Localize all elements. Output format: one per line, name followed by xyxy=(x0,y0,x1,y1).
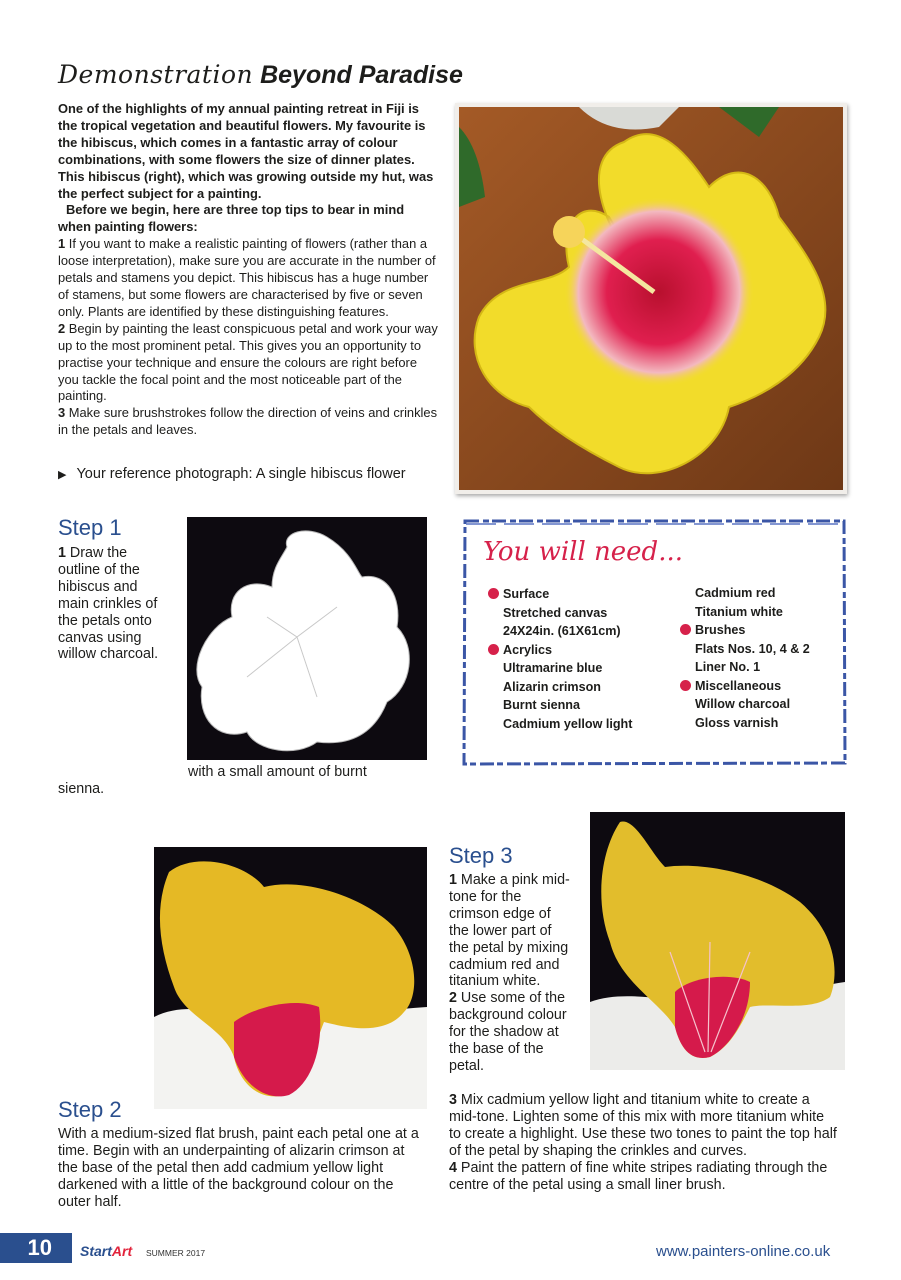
step-3-text-wide xyxy=(449,1092,839,1193)
material-item: Cadmium red xyxy=(695,586,776,600)
material-item: Cadmium yellow light xyxy=(503,716,633,731)
step-1-image xyxy=(187,517,427,760)
material-item: Liner No. 1 xyxy=(695,660,761,674)
title-bold: Beyond Paradise xyxy=(260,61,463,89)
step-3-text-narrow xyxy=(449,872,574,1075)
material-item: Stretched canvas xyxy=(503,605,608,620)
brand-start: Start xyxy=(80,1243,112,1259)
intro-text xyxy=(58,101,438,439)
step-3-item-3-text: Mix cadmium yellow light and titanium white to create a mid-tone. Lighten some of this mix with more titanium white to create a highlight. Use these two tones to paint the top half of the petal by shaping the crinkles and curves. xyxy=(449,1092,837,1159)
brand-art: Art xyxy=(111,1243,133,1259)
material-item: Burnt sienna xyxy=(503,698,580,712)
step-1-text-narrow xyxy=(58,545,170,663)
step-3-item-4-text: Paint the pattern of fine white stripes radiating through the centre of the petal using a small liner brush. xyxy=(449,1159,828,1193)
tip-2-text: Begin by painting the least conspicuous petal and work your way up to the most prominent petal. This gives you an opportunity to practise your technique and ensure the colours are right before you tackle the focal point and the most noticeable part of the painting. xyxy=(58,320,438,404)
step-3-item-2-number: 2 xyxy=(449,990,457,1007)
step-2-painting xyxy=(154,847,427,1109)
materials-left-column xyxy=(503,585,668,733)
bullet-dot-icon xyxy=(680,624,691,635)
step-3-item-1-number: 1 xyxy=(449,872,457,888)
materials-title: You will need... xyxy=(483,537,683,567)
page-number: 10 xyxy=(0,1233,72,1263)
material-item: Gloss varnish xyxy=(695,715,779,730)
tip-3-number: 3 xyxy=(58,405,66,421)
intro-lead: One of the highlights of my annual painting retreat in Fiji is the tropical vegetation and beautiful flowers. My favourite is the hibiscus, which comes in a fantastic array of colour combinations, with some flowers the size of dinner plates. This hibiscus (right), which was growing outside my hut, was the perfect subject for a painting. xyxy=(58,101,434,201)
step-3-item-3 xyxy=(449,1092,839,1160)
step-3-image xyxy=(590,812,845,1070)
category-surface xyxy=(503,585,668,604)
intro-lead2: Before we begin, here are three top tips to bear in mind when painting flowers: xyxy=(58,202,405,235)
category-miscellaneous xyxy=(695,677,840,696)
category-brushes xyxy=(695,621,840,640)
step-1-item-1 xyxy=(58,545,170,663)
tip-2-number: 2 xyxy=(58,320,66,336)
category-acrylics xyxy=(503,641,668,660)
page-title xyxy=(58,60,463,90)
step-1-item-1-text: Draw the outline of the hibiscus and main crinkles of the petals onto canvas using willow charcoal. xyxy=(58,545,159,663)
step-1-wrap-spacer xyxy=(58,663,188,765)
step-1-drawing xyxy=(187,517,427,760)
step-1-heading: Step 1 xyxy=(58,515,122,540)
tip-1-number: 1 xyxy=(58,236,66,252)
step-1-item-1-number: 1 xyxy=(58,545,66,561)
material-item: Willow charcoal xyxy=(695,697,791,711)
category-label: Brushes xyxy=(695,623,746,637)
step-3-item-4-number: 4 xyxy=(449,1159,457,1176)
materials-right-column xyxy=(695,584,840,732)
step-3-item-4 xyxy=(449,1160,839,1194)
step-2-image xyxy=(154,847,427,1109)
tip-1 xyxy=(58,236,438,321)
hibiscus-photo-image xyxy=(459,107,843,490)
magazine-brand xyxy=(80,1243,132,1259)
step-3-item-2-text: Use some of the background colour for the shadow at the base of the petal. xyxy=(449,990,567,1074)
issue-date: SUMMER 2017 xyxy=(146,1248,206,1258)
tip-3 xyxy=(58,405,438,439)
material-item: Ultramarine blue xyxy=(503,661,603,675)
website-url: www.painters-online.co.uk xyxy=(656,1243,831,1260)
material-item: Alizarin crimson xyxy=(503,679,601,694)
bullet-dot-icon xyxy=(680,680,691,691)
material-item: 24X24in. (61X61cm) xyxy=(503,624,621,638)
bullet-dot-icon xyxy=(488,588,499,599)
step-2-heading: Step 2 xyxy=(58,1097,122,1122)
title-script: Demonstration xyxy=(58,60,254,89)
category-label: Miscellaneous xyxy=(695,678,782,693)
category-label: Acrylics xyxy=(503,642,553,657)
reference-caption-text: Your reference photograph: A single hibiscus flower xyxy=(76,466,406,482)
step-3-painting xyxy=(590,812,845,1070)
caption-arrow-icon: ▶ xyxy=(58,469,67,481)
step-3-heading: Step 3 xyxy=(449,843,513,868)
tip-3-text: Make sure brushstrokes follow the direction of veins and crinkles in the petals and leaves. xyxy=(58,405,438,438)
step-1-item-2-text: with a small amount of burnt sienna. xyxy=(58,764,367,798)
material-item: Titanium white xyxy=(695,604,783,619)
reference-caption xyxy=(58,466,406,482)
bullet-dot-icon xyxy=(488,644,499,655)
tip-1-text: If you want to make a realistic painting of flowers (rather than a loose interpretation), make sure you are accurate in the number of petals and stamens you depict. This hibiscus has a huge number of stamens, but some flowers are characterised by five or seven only. Plants are identified by these distinguishing features. xyxy=(58,236,436,319)
category-label: Surface xyxy=(503,587,550,601)
material-item: Flats Nos. 10, 4 & 2 xyxy=(695,641,810,656)
step-3-item-1-text: Make a pink mid-tone for the crimson edge of the lower part of the petal by mixing cadmium red and titanium white. xyxy=(449,872,570,990)
step-3-item-3-number: 3 xyxy=(449,1092,457,1108)
tip-2 xyxy=(58,321,438,406)
step-2-text: With a medium-sized flat brush, paint each petal one at a time. Begin with an underpainting of alizarin crimson at the base of the petal then add cadmium yellow light darkened with a little of the background colour on the outer half. xyxy=(58,1126,419,1210)
step-3-item-1 xyxy=(449,872,574,990)
reference-photo xyxy=(455,103,847,494)
step-3-item-2 xyxy=(449,990,574,1075)
